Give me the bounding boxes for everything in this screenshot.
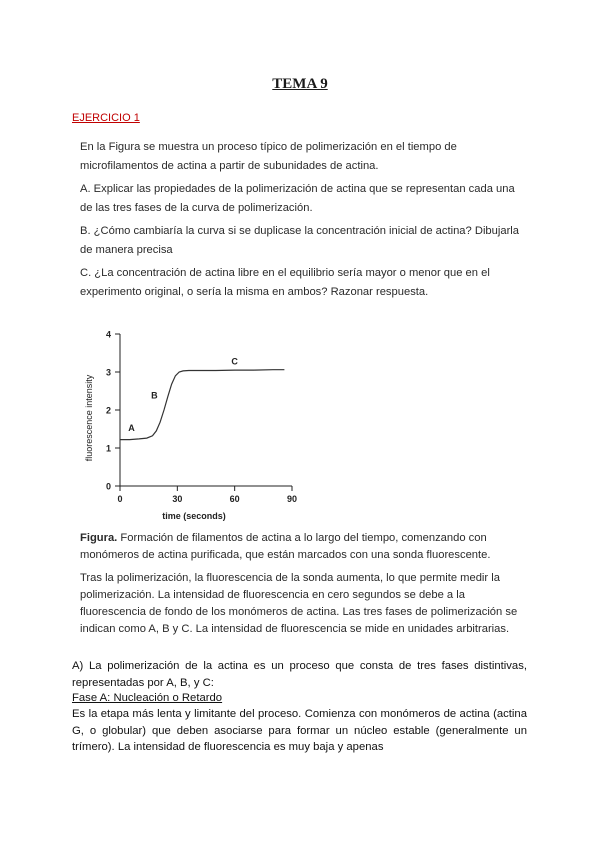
question-b: B. ¿Cómo cambiaría la curva si se duplicase la concentración inicial de actina? Dibujarla de manera precisa	[80, 225, 520, 256]
phase-label: C	[231, 356, 238, 367]
y-tick-label: 4	[105, 329, 111, 340]
polymerization-chart	[72, 322, 312, 527]
y-tick-label: 1	[105, 443, 111, 454]
x-axis-label: time (seconds)	[162, 511, 226, 521]
exercise-intro: En la Figura se muestra un proceso típico de polimerización en el tiempo de microfilamentos de actina a partir de subunidades de actina.	[80, 141, 457, 172]
phase-a-text: Es la etapa más lenta y limitante del proceso. Comienza con monómeros de actina (actina G, o globular) que deben asociarse para formar un núcleo estable (generalmente un trímero). La intensidad de fluorescencia es muy baja y apenas	[72, 708, 527, 754]
figure-caption	[80, 530, 525, 564]
y-tick-label: 0	[105, 481, 111, 492]
series-line	[120, 370, 284, 440]
question-a: A. Explicar las propiedades de la polimerización de actina que se representan cada una de las tres fases de la curva de polimerización.	[80, 183, 515, 214]
phase-label: B	[151, 390, 158, 401]
y-axis-label: fluorescence intensity	[84, 374, 94, 462]
x-tick-label: 60	[229, 494, 240, 504]
figure-description: Tras la polimerización, la fluorescencia de la sonda aumenta, lo que permite medir la polimerización. La intensidad de fluorescencia en cero segundos se debe a la fluorescencia de fondo de los monómeros de actina. Las tres fases de polimerización se indican como A, B y C. La intensidad de fluorescencia se mide en unidades arbitrarias.	[80, 572, 518, 635]
x-tick-label: 30	[172, 494, 183, 504]
question-c: C. ¿La concentración de actina libre en el equilibrio sería mayor o menor que en el experimento original, o sería la misma en ambos? Razonar respuesta.	[80, 267, 490, 298]
phase-label: A	[128, 422, 135, 433]
x-tick-label: 0	[117, 494, 123, 504]
exercise-heading: EJERCICIO 1	[72, 112, 140, 124]
figure-caption-text: Formación de filamentos de actina a lo largo del tiempo, comenzando con monómeros de actina purificada, que están marcados con una sonda fluorescente.	[80, 532, 491, 561]
page-title: TEMA 9	[272, 76, 328, 92]
answer-intro: A) La polimerización de la actina es un proceso que consta de tres fases distintivas, representadas por A, B, y C:	[72, 660, 527, 689]
phase-a-heading: Fase A: Nucleación o Retardo	[72, 692, 223, 704]
figure-label: Figura.	[80, 532, 118, 544]
x-tick-label: 90	[286, 494, 298, 504]
y-tick-label: 3	[105, 367, 111, 378]
y-tick-label: 2	[105, 405, 111, 416]
